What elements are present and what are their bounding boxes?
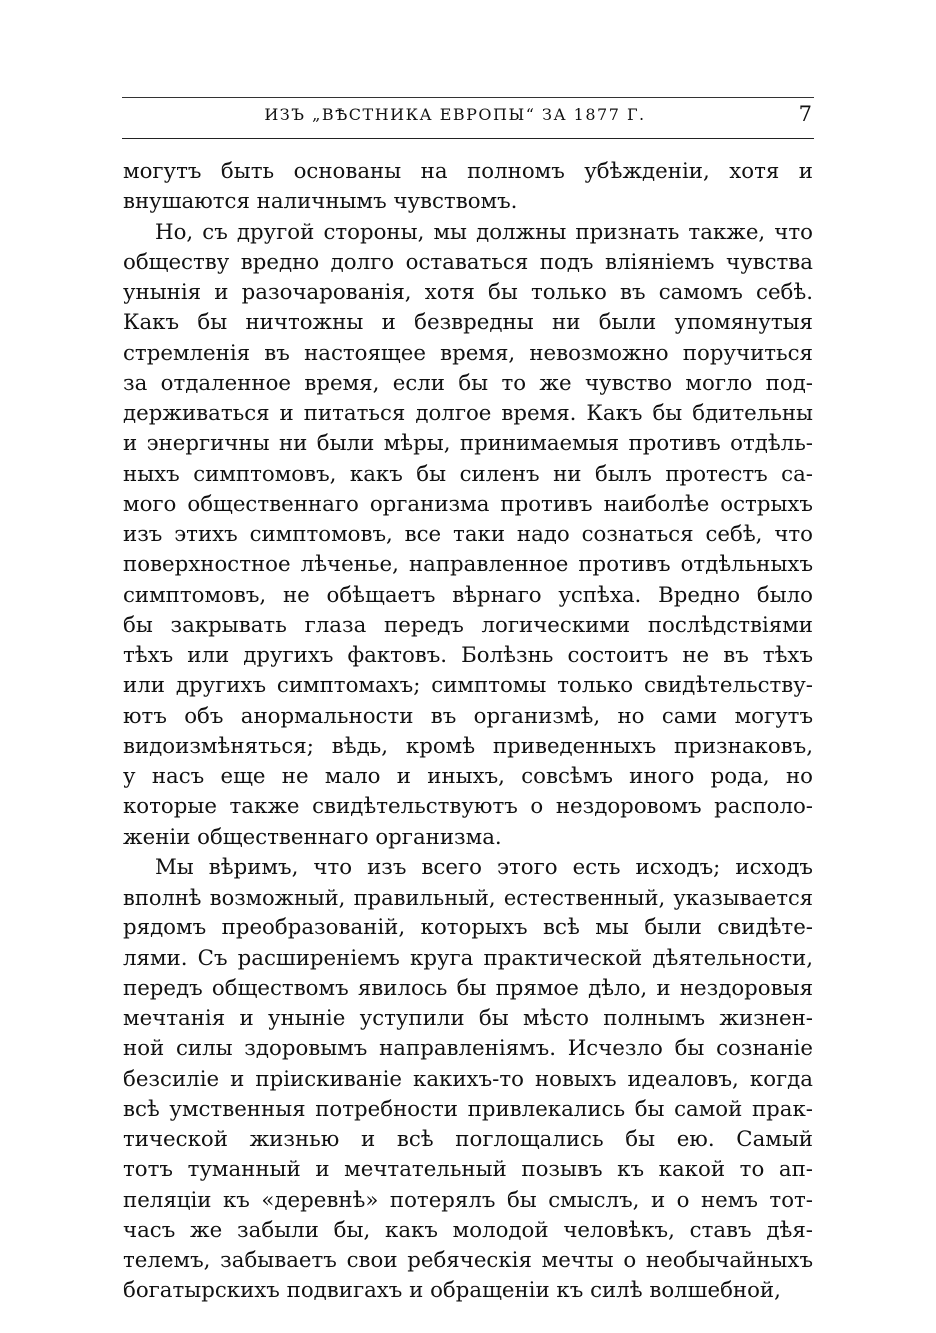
- text-line: Но, съ другой стороны, мы должны признать также, что: [155, 219, 813, 245]
- text-line: тотъ туманный и мечтательный позывъ къ какой то ап-: [123, 1157, 813, 1183]
- text-line: Мы вѣримъ, что изъ всего этого есть исходъ; исходъ: [155, 854, 813, 880]
- paragraph: [123, 218, 813, 853]
- text-line: унынія и разочарованія, хотя бы только въ самомъ себѣ.: [123, 280, 813, 305]
- text-line: видоизмѣняться; вѣдь, кромѣ приведенныхъ признаковъ,: [123, 733, 813, 759]
- text-line: тѣхъ или другихъ фактовъ. Болѣзнь состоитъ не въ тѣхъ: [123, 643, 813, 668]
- text-line: ной силы здоровымъ направленіямъ. Исчезло бы сознаніе: [123, 1036, 813, 1062]
- text-line: передъ обществомъ явилось бы прямое дѣло, и нездоровыя: [123, 975, 813, 1001]
- text-line: Какъ бы ничтожны и безвредны ни были упомянутыя: [123, 310, 813, 336]
- text-line: которые также свидѣтельствуютъ о нездоровомъ располо-: [123, 794, 813, 820]
- page-number: 7: [798, 102, 812, 126]
- text-line: и энергичны ни были мѣры, принимаемыя противъ отдѣль-: [123, 431, 813, 457]
- text-line: за отдаленное время, если бы то же чувство могло под-: [123, 370, 813, 396]
- text-line: или другихъ симптомахъ; симптомы только свидѣтельству-: [123, 673, 813, 699]
- text-line: лями. Съ расширеніемъ круга практической дѣятельности,: [123, 945, 813, 971]
- text-line: у насъ еще не мало и иныхъ, совсѣмъ иного рода, но: [123, 764, 813, 789]
- text-line: держиваться и питаться долгое время. Какъ бы бдительны: [123, 401, 813, 426]
- text-line: пеляціи къ «деревнѣ» потерялъ бы смыслъ, и о немъ тот-: [123, 1187, 813, 1213]
- text-line: вполнѣ возможный, правильный, естественный, указывается: [123, 886, 813, 910]
- text-line: внушаются наличнымъ чувствомъ.: [123, 189, 518, 215]
- text-line: рядомъ преобразованій, которыхъ всѣ мы были свидѣте-: [123, 915, 813, 941]
- text-line: тической жизнью и всѣ поглощались бы ею. Самый: [123, 1127, 813, 1152]
- text-line: всѣ умственныя потребности привлекались бы самой прак-: [123, 1096, 813, 1122]
- text-line: ютъ объ анормальности въ организмѣ, но сами могутъ: [123, 703, 813, 729]
- text-line: ныхъ симптомовъ, какъ бы силенъ ни былъ протестъ са-: [123, 461, 813, 487]
- text-line: изъ этихъ симптомовъ, все таки надо сознаться себѣ, что: [123, 522, 813, 547]
- text-line: телемъ, забываетъ свои ребяческія мечты о необычайныхъ: [123, 1248, 813, 1273]
- running-head: ИЗЪ „ВѢСТНИКА ЕВРОПЫ“ ЗА 1877 Г.: [264, 105, 646, 124]
- text-line: обществу вредно долго оставаться подъ вліяніемъ чувства: [123, 249, 813, 275]
- text-line: безсиліе и пріискиваніе какихъ-то новыхъ идеаловъ, когда: [123, 1066, 813, 1092]
- text-line: мечтанія и уныніе уступили бы мѣсто полнымъ жизнен-: [123, 1006, 813, 1031]
- paragraph: [123, 853, 813, 1307]
- text-line: мого общественнаго организма противъ наиболѣе острыхъ: [123, 491, 813, 517]
- text-line: поверхностное лѣченье, направленное противъ отдѣльныхъ: [123, 552, 813, 578]
- text-line: богатырскихъ подвигахъ и обращеніи къ силѣ волшебной,: [123, 1278, 781, 1304]
- body-text: [123, 157, 813, 1307]
- text-line: симптомовъ, не обѣщаетъ вѣрнаго успѣха. Вредно было: [123, 582, 813, 608]
- text-line: стремленія въ настоящее время, невозможно поручиться: [123, 340, 813, 366]
- paragraph: [123, 157, 813, 218]
- text-line: могутъ быть основаны на полномъ убѣжденіи, хотя и: [123, 159, 813, 184]
- page-header: [122, 97, 814, 139]
- text-line: женіи общественнаго организма.: [123, 824, 502, 850]
- text-line: часъ же забыли бы, какъ молодой человѣкъ, ставъ дѣя-: [123, 1217, 813, 1243]
- text-line: бы закрывать глаза передъ логическими послѣдствіями: [123, 612, 813, 638]
